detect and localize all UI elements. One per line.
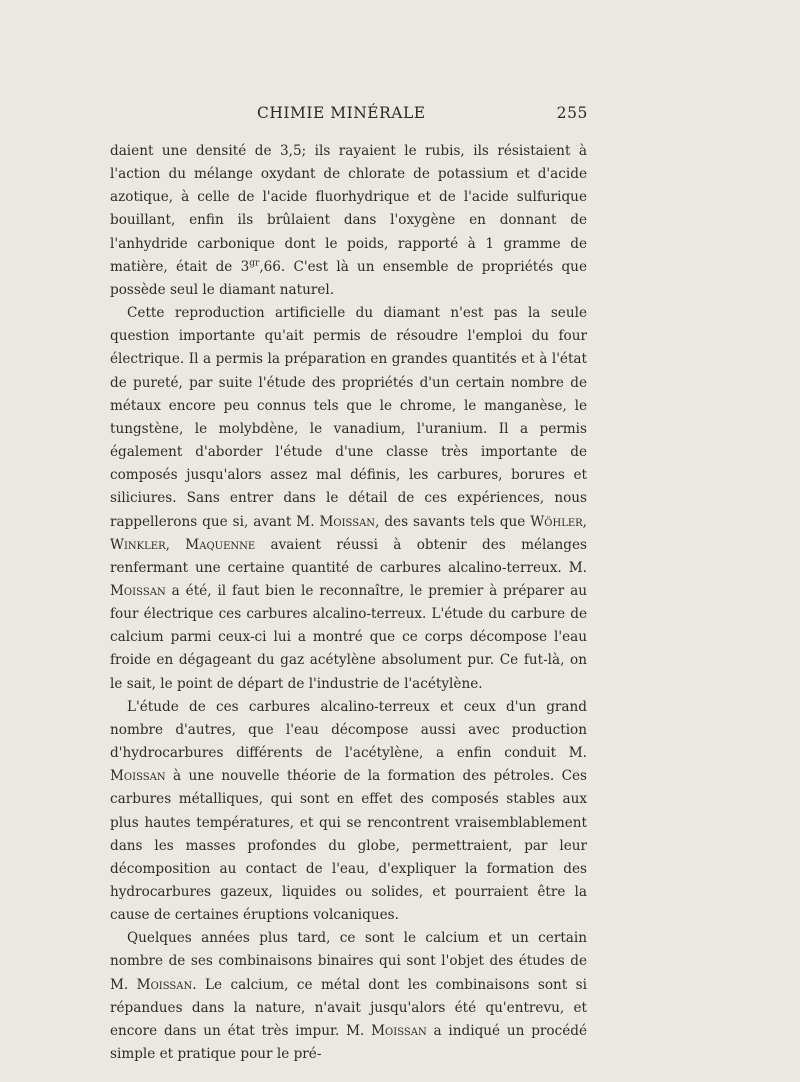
- running-title: CHIMIE MINÉRALE: [257, 104, 426, 122]
- text-run: ,: [582, 513, 587, 530]
- author-name: Moissan: [136, 976, 193, 993]
- paragraph: [110, 927, 587, 1066]
- text-run: ,: [165, 536, 186, 553]
- text-run: avaient réussi à obtenir des mélanges renfermant une certaine quantité de carbures alcalino-terreux. M.: [110, 536, 587, 576]
- author-name: Moissan: [319, 513, 376, 530]
- text-run: Cette reproduction artificielle du diamant n'est pas la seule question importante qu'ait permis de résoudre l'emploi du four électrique. Il a permis la préparation en grandes quantités et à l'état de pureté, par suite l'étude des propriétés d'un certain nombre de métaux encore peu connus tels que le chrome, le manganèse, le tungstène, le molybdène, le vanadium, l'uranium. Il a permis également d'aborder l'étude d'une classe très importante de composés jusqu'alors assez mal définis, les carbures, borures et siliciures. Sans entrer dans le détail de ces expériences, nous rappellerons que si, avant M.: [110, 305, 587, 530]
- author-name: Moissan: [110, 768, 166, 785]
- page-header: [110, 104, 588, 124]
- text-run: L'étude de ces carbures alcalino-terreux et ceux d'un grand nombre d'autres, que l'eau décompose aussi avec production d'hydrocarbures différents de l'acétylène, a enfin conduit M.: [110, 698, 587, 762]
- text-run: . Le calcium, ce métal dont les combinaisons sont si répandues dans la nature, n'avait jusqu'alors été qu'entrevu, et encore dans un état très impur. M.: [110, 976, 587, 1039]
- paragraph: [110, 696, 587, 928]
- paragraph: [110, 302, 587, 696]
- author-name: Maquenne: [185, 536, 256, 553]
- unit-superscript: gr: [249, 258, 260, 269]
- text-run: Quelques années plus tard, ce sont le calcium et un certain nombre de ses combinaisons binaires qui sont l'objet des études de M.: [110, 930, 587, 993]
- paragraph: [110, 140, 587, 302]
- text-run: ,66. C'est là un ensemble de propriétés que possède seul le diamant naturel.: [110, 258, 587, 298]
- text-run: à une nouvelle théorie de la formation des pétroles. Ces carbures métalliques, qui sont en effet des composés stables aux plus hautes températures, et qui se rencontrent vraisemblablement dans les masses profondes du globe, permettraient, par leur décomposition au contact de l'eau, d'expliquer la formation des hydrocarbures gazeux, liquides ou solides, et pourraient être la cause de certaines éruptions volcaniques.: [110, 768, 587, 924]
- page-number: 255: [556, 104, 588, 122]
- author-name: Wöhler: [530, 513, 583, 530]
- body-text: [110, 140, 587, 1066]
- author-name: Winkler: [110, 536, 166, 553]
- author-name: Moissan: [371, 1022, 427, 1039]
- text-run: a été, il faut bien le reconnaître, le premier à préparer au four électrique ces carbures alcalino-terreux. L'étude du carbure de calcium parmi ceux-ci lui a montré que ce corps décompose l'eau froide en dégageant du gaz acétylène absolument pur. Ce fut-là, on le sait, le point de départ de l'industrie de l'acétylène.: [110, 582, 587, 692]
- author-name: Moissan: [110, 582, 166, 599]
- text-run: , des savants tels que: [375, 513, 531, 530]
- text-run: daient une densité de 3,5; ils rayaient le rubis, ils résistaient à l'action du mélange oxydant de chlorate de potassium et d'acide azotique, à celle de l'acide fluorhydrique et de l'acide sulfurique bouillant, enfin ils brûlaient dans l'oxygène en donnant de l'anhydride carbonique dont le poids, rapporté à 1 gramme de matière, était de 3: [110, 143, 587, 275]
- text-run: a indiqué un procédé simple et pratique pour le pré-: [110, 1022, 587, 1063]
